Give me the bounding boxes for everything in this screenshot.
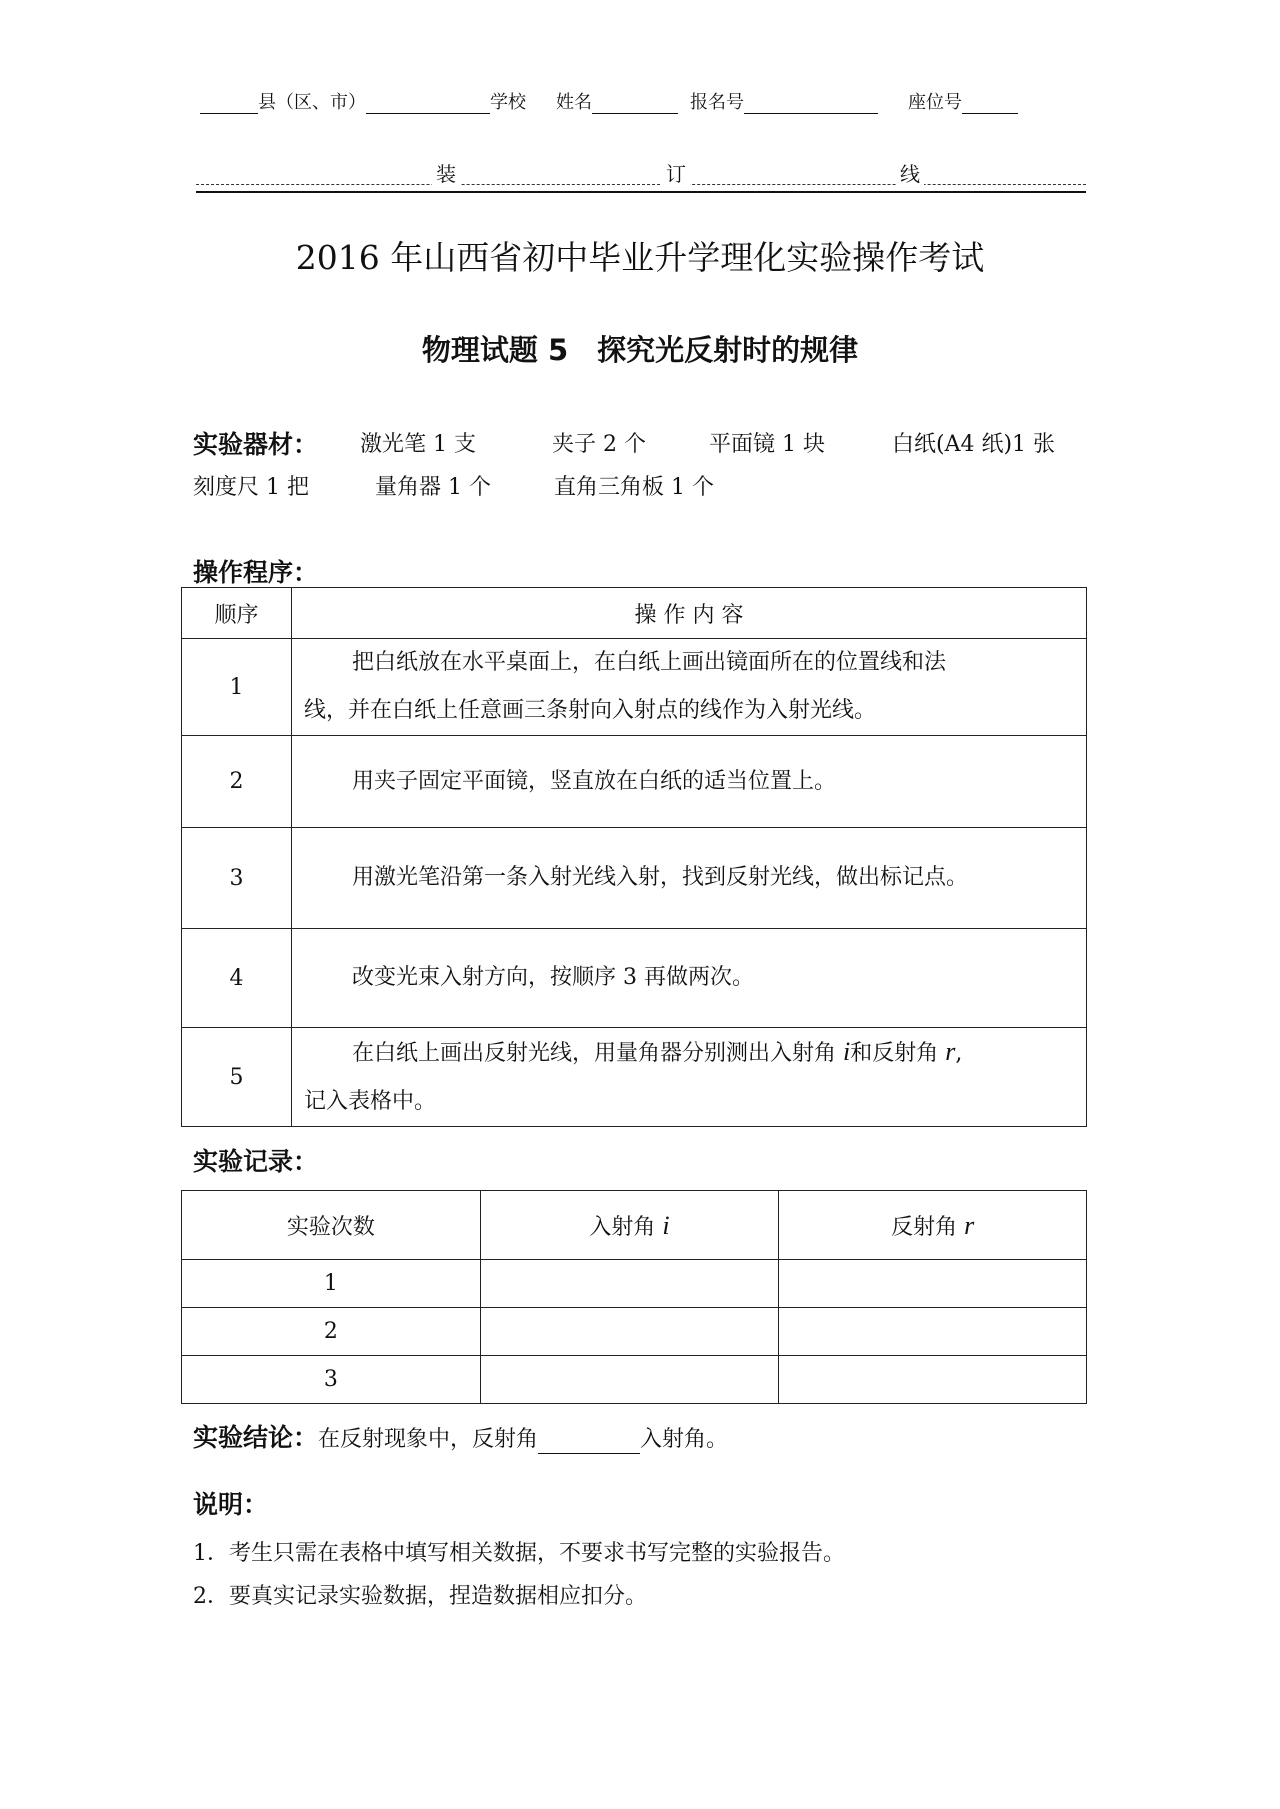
incidence-angle-cell[interactable] [480,1356,779,1404]
record-label: 实验记录： [193,1147,319,1176]
step-number: 1 [182,639,292,736]
table-row [182,639,1087,736]
reg-label: 报名号 [690,92,744,113]
incidence-angle-cell[interactable] [480,1260,779,1308]
trial-number: 2 [182,1308,481,1356]
table-row [182,736,1087,828]
trial-number: 1 [182,1260,481,1308]
material-item: 平面镜 1 块 [709,432,825,457]
conclusion-blank[interactable] [538,1431,640,1454]
material-item: 刻度尺 1 把 [193,475,309,500]
name-label: 姓名 [556,92,592,113]
trial-header: 实验次数 [182,1191,481,1260]
table-row [182,1308,1087,1356]
step-text: 用夹子固定平面镜，竖直放在白纸的适当位置上。 [352,768,837,794]
conclusion [193,1418,728,1454]
binding-char-1: 装 [432,158,460,187]
binding-char-2: 订 [662,158,690,187]
exam-subtitle: 物理试题 5 探究光反射时的规律 [421,333,859,367]
material-item: 夹子 2 个 [552,432,646,457]
material-item: 白纸(A4 纸)1 张 [892,432,1056,457]
step-content [292,929,1087,1028]
county-blank[interactable] [200,93,258,114]
table-row [182,1356,1087,1404]
table-row [182,828,1087,929]
procedure-label: 操作程序： [193,558,319,587]
step-number: 5 [182,1028,292,1127]
reflection-angle-header [779,1191,1087,1260]
material-item: 直角三角板 1 个 [554,475,714,500]
trial-number: 3 [182,1356,481,1404]
table-header-row [182,1191,1087,1260]
table-row [182,1028,1087,1127]
seat-label: 座位号 [908,92,962,113]
step-text: 改变光束入射方向，按顺序 3 再做两次。 [352,965,754,990]
school-label: 学校 [490,92,526,113]
solid-rule [196,191,1086,193]
conclusion-label: 实验结论： [193,1423,319,1452]
reflection-angle-cell[interactable] [779,1308,1087,1356]
step-text: 在白纸上画出反射光线，用量角器分别测出入射角 [352,1041,843,1066]
step-content [292,1028,1087,1127]
name-blank[interactable] [592,93,678,114]
step-content [292,828,1087,929]
step-number: 4 [182,929,292,1028]
step-content [292,736,1087,828]
incidence-angle-label: 入射角 [589,1214,656,1240]
materials-label: 实验器材： [193,430,319,459]
variable-i: i [662,1210,670,1240]
notes-label: 说明： [193,1490,269,1519]
note-item: 1．考生只需在表格中填写相关数据，不要求书写完整的实验报告。 [193,1541,845,1566]
seat-blank[interactable] [962,93,1018,114]
reflection-angle-cell[interactable] [779,1260,1087,1308]
step-number: 2 [182,736,292,828]
binding-line [196,158,1086,194]
step-text: 记入表格中。 [304,1089,437,1114]
note-item: 2．要真实记录实验数据，捏造数据相应扣分。 [193,1584,647,1609]
incidence-angle-cell[interactable] [480,1308,779,1356]
order-header: 顺序 [182,588,292,639]
material-item: 量角器 1 个 [375,475,491,500]
content-header: 操 作 内 容 [292,588,1087,639]
record-table [181,1190,1087,1404]
school-blank[interactable] [366,93,490,114]
reg-blank[interactable] [744,93,878,114]
binding-char-3: 线 [896,158,924,187]
exam-title: 2016 年山西省初中毕业升学理化实验操作考试 [295,238,985,277]
table-row [182,929,1087,1028]
variable-i: i [843,1037,851,1066]
table-header-row [182,588,1087,639]
reflection-angle-cell[interactable] [779,1356,1087,1404]
material-item: 激光笔 1 支 [360,432,476,457]
table-row [182,1260,1087,1308]
variable-r: r [964,1210,975,1240]
step-content [292,639,1087,736]
reflection-angle-label: 反射角 [891,1214,958,1240]
dashed-rule [196,184,1086,185]
candidate-info-line [200,88,1080,118]
conclusion-text: 在反射现象中，反射角 [318,1427,539,1452]
step-text: 用激光笔沿第一条入射光线入射，找到反射光线，做出标记点。 [352,865,969,890]
step-text: , [955,1041,963,1066]
step-number: 3 [182,828,292,929]
conclusion-text: 入射角。 [640,1427,729,1452]
step-text: 线，并在白纸上任意画三条射向入射点的线作为入射光线。 [304,698,877,723]
step-text: 把白纸放在水平桌面上，在白纸上画出镜面所在的位置线和法 [352,650,947,675]
step-text: 和反射角 [850,1041,946,1066]
incidence-angle-header [480,1191,779,1260]
procedure-table [181,587,1087,1127]
county-label: 县（区、市） [258,92,366,113]
variable-r: r [945,1037,956,1066]
